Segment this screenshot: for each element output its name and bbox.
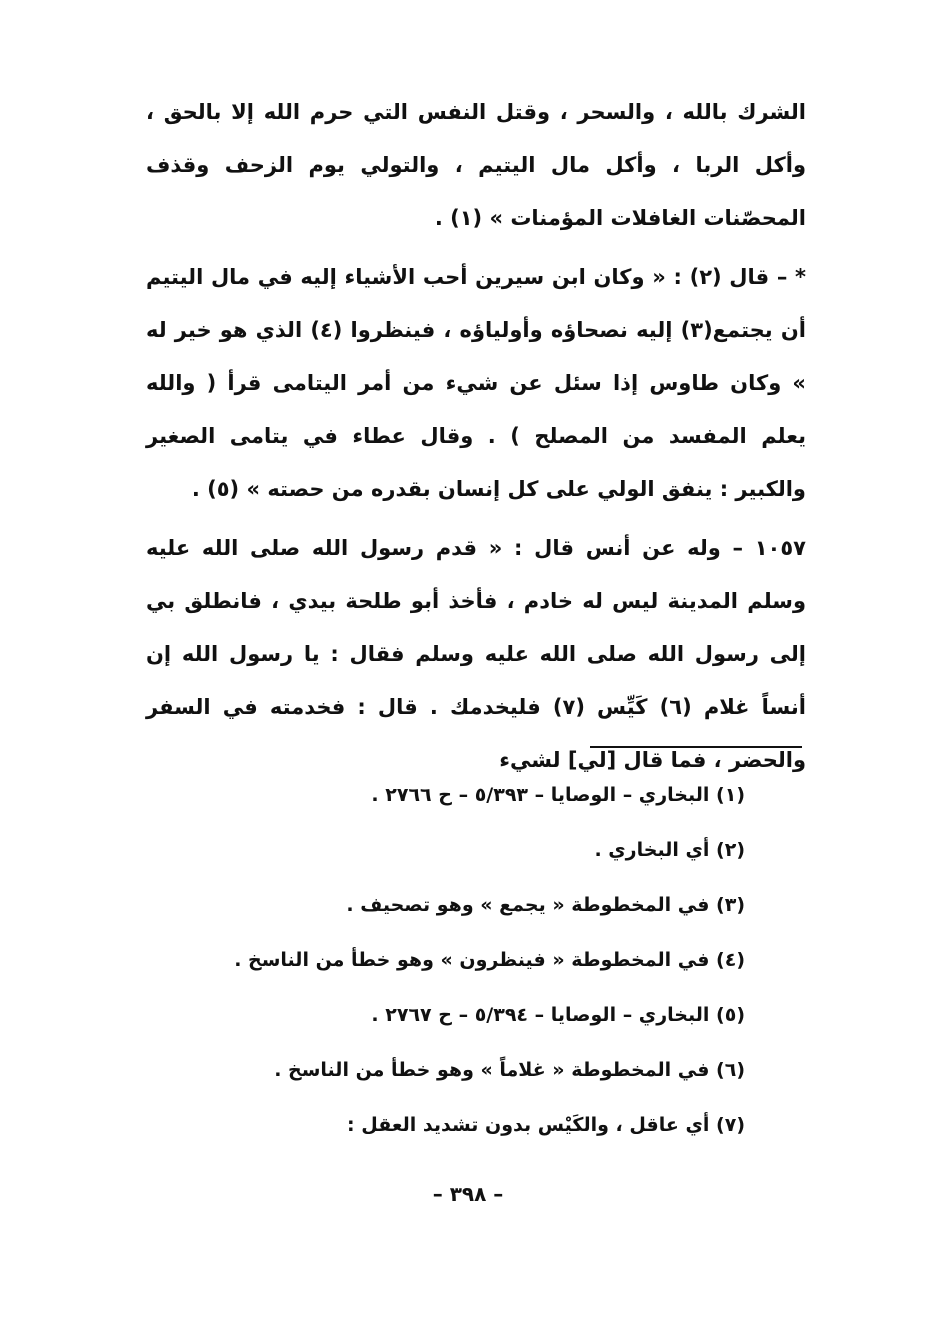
body-paragraph-2: * – قال (٢) : « وكان ابن سيرين أحب الأشياء إليه في مال اليتيم أن يجتمع(٣) إليه نصحاؤه وأولياؤه ، فينظروا (٤) الذي هو خير له » وكان طاوس إذا سئل عن شيء من أمر اليتامى قرأ ( والله يعلم المفسد من المصلح ) . وقال عطاء في يتامى الصغير والكبير : ينفق الولي على كل إنسان بقدره من حصته » (٥) . xyxy=(146,265,806,501)
footnote-5: (٥) البخاري – الوصايا – ٥/٣٩٤ – ح ٢٧٦٧ . xyxy=(371,1004,745,1026)
footnote-separator xyxy=(590,746,802,748)
footnote-7: (٧) أي عاقل ، والكَيْس بدون تشديد العقل : xyxy=(347,1114,745,1136)
footnote-4: (٤) في المخطوطة « فينظرون » وهو خطأ من الناسخ . xyxy=(234,949,745,971)
footnote-list xyxy=(150,768,745,1153)
footnote-3: (٣) في المخطوطة « يجمع » وهو تصحيف . xyxy=(346,894,745,916)
footnote-6: (٦) في المخطوطة « غلاماً » وهو خطأ من الناسخ . xyxy=(274,1059,745,1081)
body-paragraph-1: الشرك بالله ، والسحر ، وقتل النفس التي حرم الله إلا بالحق ، وأكل الربا ، وأكل مال اليتيم ، والتولي يوم الزحف وقذف المحصّنات الغافلات المؤمنات » (١) . xyxy=(146,100,806,230)
page-number: – ٣٩٨ – xyxy=(432,1182,504,1206)
footnote-1: (١) البخاري – الوصايا – ٥/٣٩٣ – ح ٢٧٦٦ . xyxy=(371,784,745,806)
body-paragraph-3: ١٠٥٧ – وله عن أنس قال : « قدم رسول الله صلى الله عليه وسلم المدينة ليس له خادم ، فأخذ أبو طلحة بيدي ، فانطلق بي إلى رسول الله صلى الله عليه وسلم فقال : يا رسول الله إن أنساً غلام (٦) كَيِّس (٧) فليخدمك . قال : فخدمته في السفر والحضر ، فما قال [لي] لشيء xyxy=(146,536,806,772)
footnote-2: (٢) أي البخاري . xyxy=(594,839,745,861)
